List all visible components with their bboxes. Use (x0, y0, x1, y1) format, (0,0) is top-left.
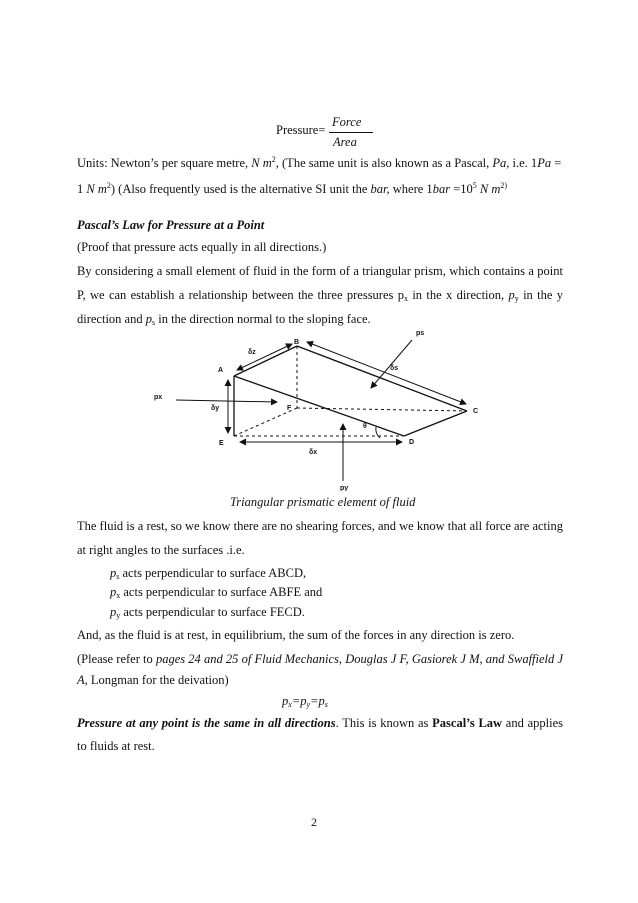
symbol-p: p (508, 288, 515, 302)
text: in the x direction, (407, 288, 509, 302)
sub: y (116, 611, 121, 620)
units-text: ) (Also frequently used is the alternative SI unit the (110, 182, 371, 196)
fraction-bar (329, 132, 373, 133)
sub: x (288, 700, 292, 709)
sub: y (514, 294, 519, 303)
label-dz: δz (248, 349, 256, 356)
unit-bar: bar (432, 182, 451, 196)
reference-title: A (77, 673, 85, 687)
units-text: , (The same unit is also known as a Pascal, (275, 156, 493, 170)
conclusion-emphasis: Pressure at any point is the same in all directions (77, 716, 336, 730)
units-text: where 1 (389, 182, 433, 196)
symbol-p: p (282, 694, 289, 708)
units-text: = (551, 156, 562, 170)
label-e: E (219, 440, 224, 447)
units-text: 1 (77, 182, 87, 196)
unit-pa: Pa (492, 156, 507, 170)
label-theta: θ (363, 423, 367, 430)
list-item (110, 605, 305, 620)
figure-caption: Triangular prismatic element of fluid (230, 495, 416, 509)
page-number: 2 (311, 815, 317, 829)
text: and applies (502, 716, 563, 730)
sub: s (116, 572, 120, 581)
reference-title: pages 24 and 25 of Fluid Mechanics, Douglas J F, Gasiorek J M, and Swaffield J (155, 652, 563, 666)
dim-ds (307, 342, 466, 404)
pascal-equation (282, 694, 328, 709)
label-dy: δy (211, 405, 220, 412)
text: direction and (77, 312, 146, 326)
formula-lhs: Pressure= (276, 123, 326, 137)
text: in the y (518, 288, 563, 302)
para1-line-3 (77, 312, 371, 327)
formula-denominator: Area (333, 135, 357, 149)
sub: y (306, 700, 311, 709)
conclusion-line-1 (77, 716, 563, 731)
text: in the direction normal to the sloping face. (155, 312, 371, 326)
symbol-p: p (318, 694, 325, 708)
text: P, we can establish a relationship between the three pressures p (77, 288, 404, 302)
sup: 2 (106, 181, 111, 190)
section-heading: Pascal’s Law for Pressure at a Point (77, 218, 265, 232)
symbol-p: p (110, 566, 117, 580)
label-c: C (473, 408, 479, 415)
arrow-px (176, 400, 277, 402)
units-text: Units: Newton’s per square metre, (77, 156, 252, 170)
para2-line-2: at right angles to the surfaces .i.e. (77, 543, 245, 557)
sub: s (151, 318, 156, 327)
proof-note: (Proof that pressure acts equally in all directions.) (77, 240, 327, 254)
unit-nm: N m (479, 182, 501, 196)
sup: 2) (500, 181, 508, 190)
sub: x (403, 294, 408, 303)
text: (Please refer to (77, 652, 156, 666)
edge-dc (404, 411, 467, 436)
unit-bar: bar, (370, 182, 390, 196)
text: . This is known as (335, 716, 433, 730)
symbol-p: p (300, 694, 307, 708)
label-dx: δx (309, 449, 318, 456)
equals: = (291, 694, 301, 708)
text: acts perpendicular to surface FECD. (120, 605, 305, 619)
edge-fc (297, 408, 467, 411)
edge-ad (234, 376, 404, 436)
text: acts perpendicular to surface ABCD, (119, 566, 307, 580)
equilibrium-text: And, as the fluid is at rest, in equilibrium, the sum of the forces in any direction is zero. (77, 628, 515, 642)
equals: = (310, 694, 319, 708)
formula-numerator: Force (332, 115, 362, 129)
label-px: px (154, 394, 163, 401)
units-line-2 (77, 182, 507, 197)
sub: s (324, 700, 328, 709)
list-item (110, 566, 306, 581)
label-py: py (340, 485, 349, 491)
sup: 2 (271, 155, 276, 164)
para2-line-1: The fluid is a rest, so we know there are no shearing forces, and we know that all force are acting (77, 519, 563, 533)
dim-dz (237, 344, 292, 370)
unit-nm: N m (251, 156, 272, 170)
list-item (110, 585, 322, 600)
unit-nm: N m (86, 182, 107, 196)
para1-line-1: By considering a small element of fluid in the form of a triangular prism, which contains a point (77, 264, 563, 278)
conclusion-line-2: to fluids at rest. (77, 739, 155, 753)
sup: 5 (472, 181, 477, 190)
pascals-law: Pascal’s Law (432, 716, 503, 730)
sub: x (116, 591, 121, 600)
reference-line-1 (77, 652, 563, 667)
label-b: B (294, 339, 300, 346)
symbol-p: p (145, 312, 152, 326)
label-f: F (287, 405, 292, 412)
edge-ab (234, 346, 297, 376)
unit-pa: Pa (537, 156, 552, 170)
units-text: =10 (450, 182, 473, 196)
text: , Longman for the deivation) (84, 673, 229, 687)
para1-line-2 (77, 288, 563, 303)
symbol-p: p (110, 585, 117, 599)
label-ds: δs (390, 365, 399, 372)
label-a: A (218, 367, 224, 374)
text: acts perpendicular to surface ABFE and (120, 585, 323, 599)
prism-diagram (140, 326, 500, 491)
edge-bc (297, 346, 467, 411)
edge-ef (234, 408, 297, 436)
units-text: , i.e. 1 (506, 156, 538, 170)
label-d: D (409, 439, 415, 446)
symbol-p: p (110, 605, 117, 619)
reference-line-2 (77, 673, 229, 688)
units-line-1 (77, 156, 561, 171)
label-ps: ps (416, 330, 425, 337)
